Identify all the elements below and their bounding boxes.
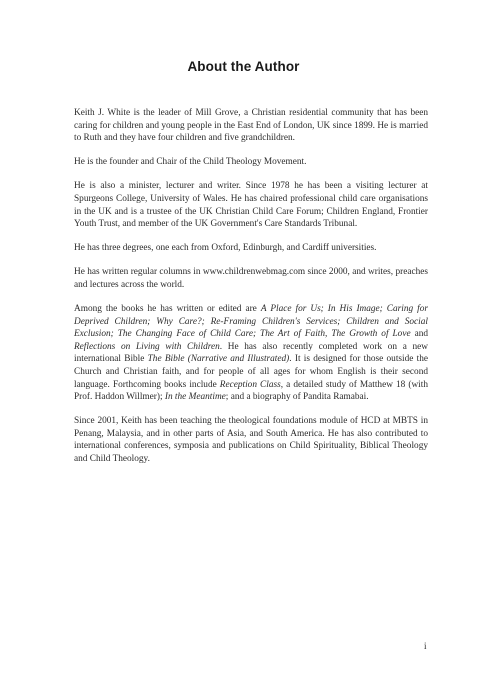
- books-text: . It is designed for those outside the Church and Christian faith, and for people of all ages for whom English is their second language. Forthcoming books include: [74, 354, 428, 390]
- book-title: Reception Class: [219, 379, 281, 390]
- books-paragraph: [74, 303, 428, 404]
- bible-title: The Bible (Narrative and Illustrated): [147, 354, 290, 365]
- bio-paragraph: He has three degrees, one each from Oxford, Edinburgh, and Cardiff universities.: [74, 243, 377, 254]
- books-text: , a detailed study of Matthew 18 (with Prof. Haddon Willmer);: [74, 379, 428, 403]
- books-and: and: [410, 329, 428, 340]
- bio-paragraph: He is also a minister, lecturer and writer. Since 1978 he has been a visiting lecturer at Spurgeons College, University of Wales. He has chaired professional child care organisations in the UK and is a trustee of the UK Christian Child Care Forum; Children England, Frontier Youth Trust, and member of the UK Government's Care Standards Tribunal.: [74, 181, 428, 230]
- books-intro: Among the books he has written or edited are: [74, 304, 261, 315]
- books-text: ; and a biography of Pandita Ramabai.: [225, 392, 369, 403]
- book-title: In the Meantime: [164, 392, 226, 403]
- document-body: [74, 107, 428, 477]
- bio-paragraph: He has written regular columns in www.childrenwebmag.com since 2000, and writes, preaches and lectures across the world.: [74, 267, 428, 290]
- page-number: i: [424, 641, 427, 651]
- book-titles: A Place for Us; In His Image; Caring for Deprived Children; Why Care?; Re-Framing Children's Services; Children and Social Exclusion; The Changing Face of Child Care; The Art of Faith, The Growth of Love: [74, 304, 428, 340]
- bio-paragraph: Keith J. White is the leader of Mill Grove, a Christian residential community that has been caring for children and young people in the East End of London, UK since 1899. He is married to Ruth and they have four children and five grandchildren.: [74, 108, 428, 144]
- bio-paragraph: He is the founder and Chair of the Child Theology Movement.: [74, 157, 307, 168]
- bio-paragraph: Since 2001, Keith has been teaching the theological foundations module of HCD at MBTS in Penang, Malaysia, and in other parts of Asia, and South America. He has also contributed to international conferences, symposia and publications on Child Spirituality, Biblical Theology and Child Theology.: [74, 416, 428, 465]
- page-title: About the Author: [187, 59, 300, 74]
- books-text: . He has also recently completed work on a new international Bible: [74, 341, 428, 365]
- book-title: Reflections on Living with Children: [74, 341, 220, 352]
